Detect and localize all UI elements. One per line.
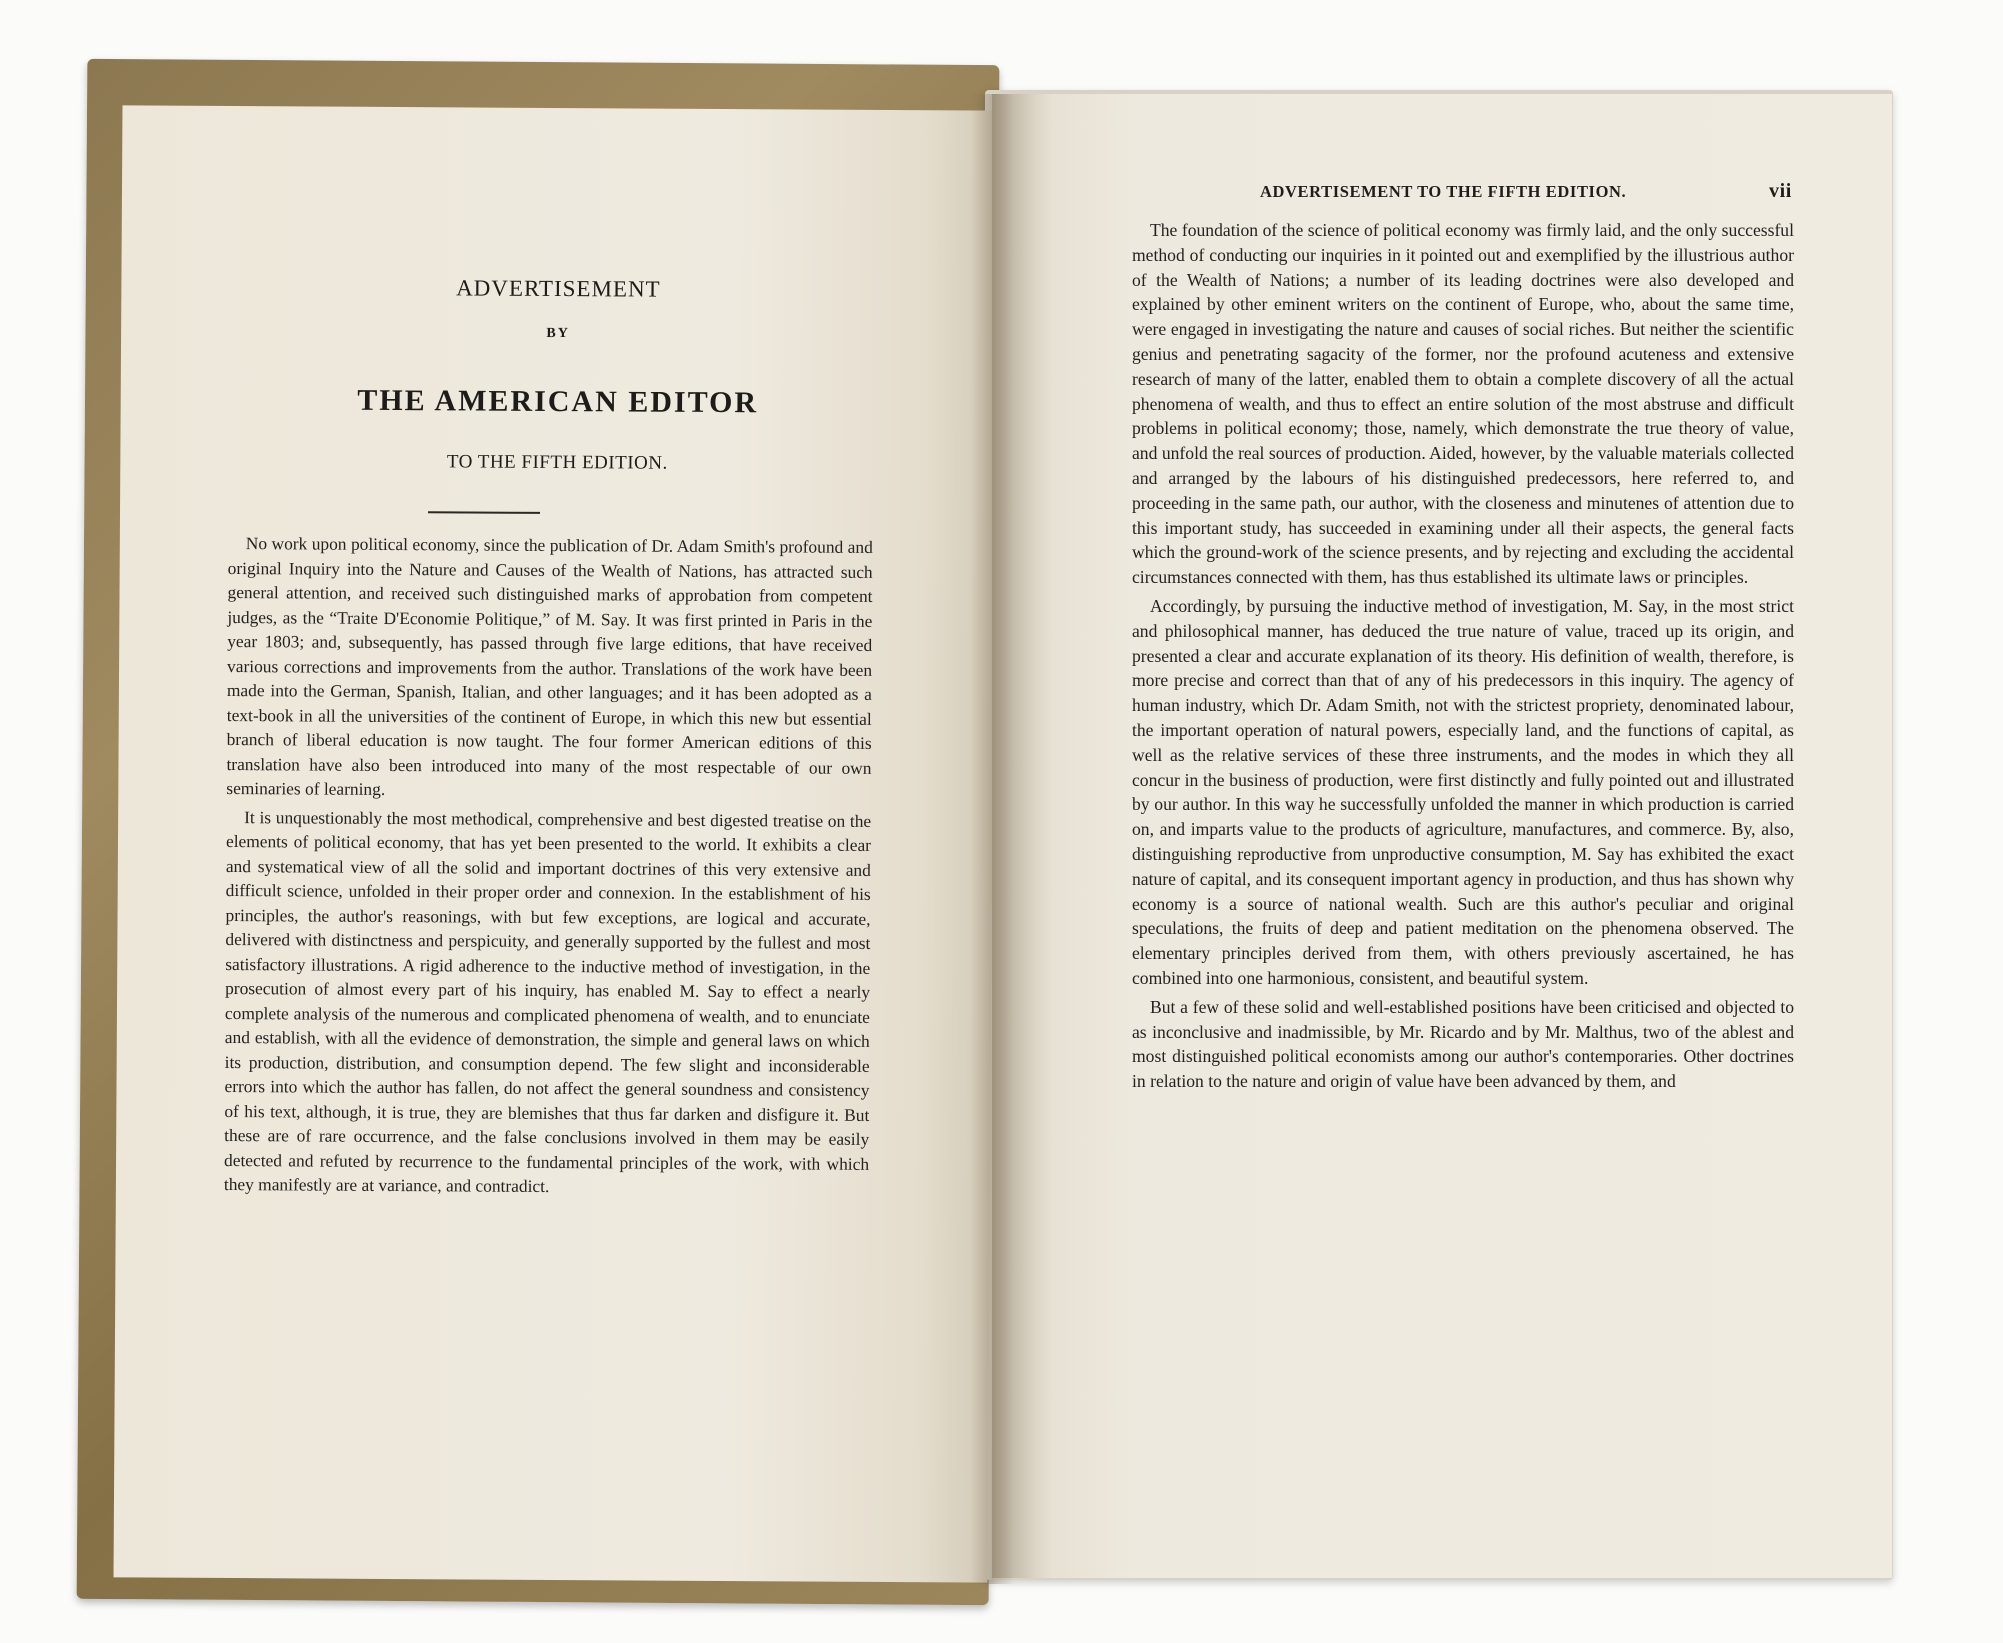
paragraph: It is unquestionably the most methodical, comprehensive and best digested treatise on the elements of political economy, that has yet been presented to the world. It exhibits a clear and systematical view of all the solid and important doctrines of this very extensive and difficult science, unfolded in their proper order and connexion. In the establishment of his principles, the author's reasonings, with but few exceptions, are logical and accurate, delivered with distinctness and perspicuity, and generally supported by the fullest and most satisfactory illustrations. A rigid adherence to the inductive method of investigation, in the prosecution of almost every part of his inquiry, has enabled M. Say to effect a nearly complete analysis of the numerous and complicated phenomena of wealth, and to enunciate and establish, with all the evidence of demonstration, the simple and general laws on which its production, distribution, and consumption depend. The few slight and inconsiderable errors into which the author has fallen, do not affect the general soundness and consistency of his text, although, it is true, they are blemishes that thus far darken and disfigure it. But these are of rare occurrence, and the false conclusions involved in them may be easily detected and refuted by recurrence to the fundamental principles of the work, with which they manifestly are at variance, and contradict. bbox=[223, 806, 872, 1196]
heading-rule bbox=[428, 511, 540, 514]
paragraph: No work upon political economy, since the publication of Dr. Adam Smith's profound and original Inquiry into the Nature and Causes of the Wealth of Nations, has attracted such general attention, and received such distinguished marks of approbation from competent judges, as the “Traite D'Economie Politique,” of M. Say. It was first printed in Paris in the year 1803; and, subsequently, has passed through five large editions, that have received various corrections and improvements from the author. Translations of the work have been made into the German, Spanish, Italian, and other languages; and it has been adopted as a text-book in all the universities of the continent of Europe, in which this new but essential branch of liberal education is now taught. The four former American editions of this translation have also been introduced into many of the most respectable of our own seminaries of learning. bbox=[226, 533, 873, 799]
heading-american-editor: THE AMERICAN EDITOR bbox=[357, 383, 759, 420]
right-page-body bbox=[1132, 218, 1794, 1098]
paragraph: But a few of these solid and well-established positions have been criticised and objected to as inconclusive and inadmissible, by Mr. Ricardo and by Mr. Malthus, two of the ablest and most distinguished political economists among our author's contemporaries. Other doctrines in relation to the nature and origin of value have been advanced by them, and bbox=[1132, 996, 1794, 1092]
right-page bbox=[992, 94, 1892, 1578]
running-head-title: ADVERTISEMENT TO THE FIFTH EDITION. bbox=[1260, 182, 1627, 201]
book-gutter bbox=[970, 94, 1014, 1584]
page-number: vii bbox=[1769, 180, 1792, 202]
left-page-body bbox=[224, 531, 873, 1204]
paragraph: Accordingly, by pursuing the inductive method of investigation, M. Say, in the most strict and philosophical manner, has deduced the true nature of value, traced up its origin, and presented a clear and accurate explanation of its theory. His definition of wealth, therefore, is more precise and correct than that of any of his predecessors in this inquiry. The agency of human industry, which Dr. Adam Smith, not with the strictest propriety, denominated labour, the important operation of natural powers, especially land, and the functions of capital, as well as the relative services of these three instruments, and the modes in which they all concur in the business of production, were first distinctly and fully pointed out and illustrated by our author. In this way he successfully unfolded the manner in which production is carried on, and imparts value to the products of agriculture, manufactures, and commerce. By, also, distinguishing reproductive from unproductive consumption, M. Say has exhibited the exact nature of capital, and its consequent important agency in production, and thus has shown why economy is a source of national wealth. Such are this author's peculiar and original speculations, the fruits of deep and patient meditation on the phenomena observed. The elementary principles derived from them, with others previously ascertained, he has combined into one harmonious, consistent, and beautiful system. bbox=[1132, 595, 1794, 988]
heading-by: BY bbox=[546, 325, 570, 342]
heading-fifth-edition: TO THE FIFTH EDITION. bbox=[446, 451, 668, 474]
left-page bbox=[114, 105, 997, 1582]
heading-advertisement: ADVERTISEMENT bbox=[456, 275, 661, 302]
paragraph: The foundation of the science of political economy was firmly laid, and the only successful method of conducting our inquiries in it pointed out and exemplified by the illustrious author of the Wealth of Nations; a number of its leading doctrines were also developed and explained by other eminent writers on the continent of Europe, who, about the same time, were engaged in investigating the nature and causes of social riches. But neither the scientific genius and penetrating sagacity of the former, nor the profound acuteness and extensive research of many of the latter, enabled them to obtain a complete discovery of all the actual phenomena of wealth, and thus to effect an entire solution of the most abstruse and difficult problems in political economy; those, namely, which demonstrate the true theory of value, and unfold the real sources of production. Aided, however, by the valuable materials collected and arranged by the labours of his distinguished predecessors, here referred to, and proceeding in the same path, our author, with the closeness and minutenes of attention due to this important study, has succeeded in examining under all their aspects, the general facts which the ground-work of the science presents, and by rejecting and excluding the accidental circumstances connected with them, has thus established its ultimate laws or principles. bbox=[1132, 220, 1794, 588]
